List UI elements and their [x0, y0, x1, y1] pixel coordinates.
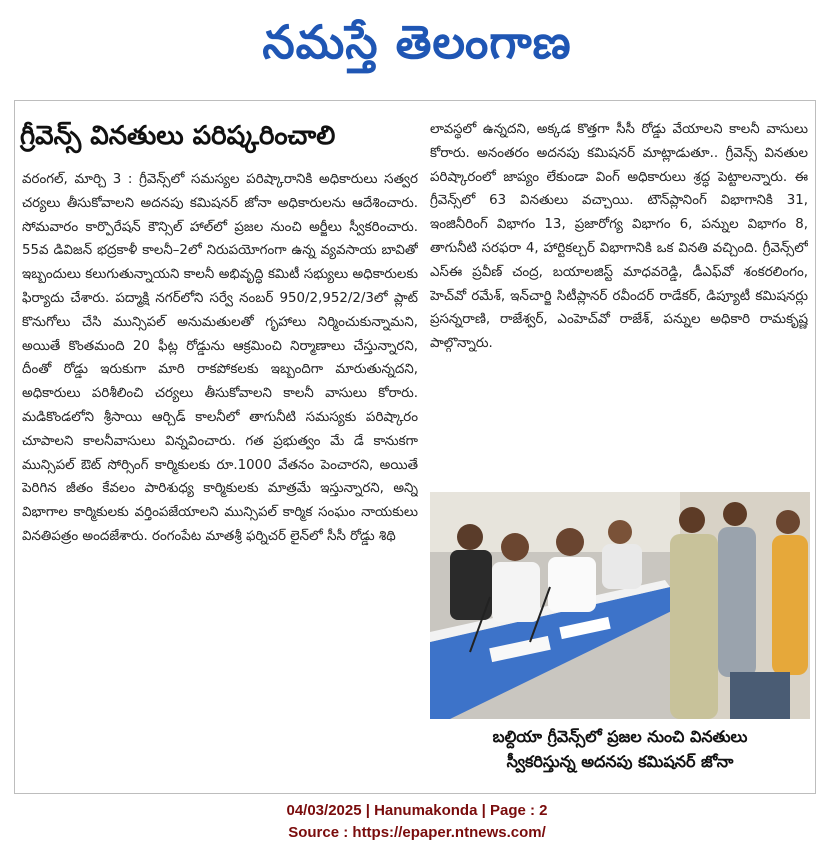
article-headline: గ్రీవెన్స్ వినతులు పరిష్కరించాలి [20, 121, 336, 151]
photo-caption-line: బల్దియా గ్రీవెన్స్‌లో ప్రజల నుంచి వినతులు [492, 727, 748, 746]
photo-caption [430, 724, 810, 774]
footer-source-link[interactable]: Source : https://epaper.ntnews.com/ [288, 824, 546, 841]
grievance-meeting-photo [430, 492, 810, 719]
footer-date-edition: 04/03/2025 | Hanumakonda | Page : 2 [286, 802, 548, 819]
article-paragraph: లావస్థలో ఉన్నదని, అక్కడ కొత్తగా సీసీ రోడ్డు వేయాలని కాలనీ వాసులు కోరారు. అనంతరం అదనపు కమిషనర్ మాట్లాడుతూ.. గ్రీవెన్స్ వినతుల పరిష్కారంలో జాప్యం లేకుండా వింగ్ అధికారులు శ్రద్ధ పెట్టాలన్నారు. ఈ గ్రీవెన్స్‌లో 63 వినతులు వచ్చాయి. టౌన్‌ప్లానింగ్ విభాగానికి 31, ఇంజినీరింగ్ విభాగం 13, ప్రజారోగ్య విభాగం 6, పన్నుల విభాగం 8, తాగునీటి సరఫరా 4, హార్టికల్చర్ విభాగానికి ఒక వినతి వచ్చింది. గ్రీవెన్స్‌లో ఎస్ఈ ప్రవీణ్ చంద్ర, బయాలజిస్ట్ మాధవరెడ్డి, డీఎఫ్‌వో శంకరలింగం, హెచ్‌వో రమేశ్, ఇన్‌చార్జి సిటీప్లానర్ రవీందర్ రాడేకర్, డిప్యూటీ కమిషనర్లు ప్రసన్నరాణి, రాజేశ్వర్, ఎంహెచ్‌వో రాజేశ్, పన్నుల అధికారి రామకృష్ణ పాల్గొన్నారు. [430, 122, 808, 352]
photo-caption-line: స్వీకరిస్తున్న అదనపు కమిషనర్ జోనా [506, 752, 734, 771]
article-column-left [22, 168, 418, 774]
article-paragraph: వరంగల్, మార్చి 3 : గ్రీవెన్స్‌లో సమస్యల పరిష్కారానికి అధికారులు సత్వర చర్యలు తీసుకోవాలని అదనపు కమిషనర్ జోనా అధికారులను ఆదేశించారు. సోమవారం కార్పొరేషన్ కౌన్సిల్ హాల్‌లో ప్రజల నుంచి అర్జీలు స్వీకరించారు. 55వ డివిజన్ భద్రకాళీ కాలనీ–2లో నిరుపయోగంగా ఉన్న వ్యవసాయ బావితో ఇబ్బందులు కలుగుతున్నాయని కాలనీ అభివృద్ధి కమిటీ సభ్యులు అధికారులకు ఫిర్యాదు చేశారు. పద్మాక్షి నగర్‌లోని సర్వే నంబర్ 950/2,952/2/3లో ప్లాట్ కొనుగోలు చేసి మున్సిపల్ అనుమతులతో గృహాలు నిర్మించుకున్నామని, అయితే కొంతమంది 20 ఫీట్ల రోడ్డును ఆక్రమించి నిర్మాణాలు చేస్తున్నారని, దీంతో రోడ్డు ఇరుకుగా మారి రాకపోకలకు ఇబ్బందిగా మారుతున్నదని, అధికారులు పరిశీలించి చర్యలు తీసుకోవాలని కాలనీ వాసులు కోరారు. మడికొండలోని శ్రీసాయి ఆర్చిడ్ కాలనీలో తాగునీటి సమస్యకు పరిష్కారం చూపాలని కాలనీవాసులు విన్నవించారు. గత ప్రభుత్వం మే డే కానుకగా మున్సిపల్ ఔట్ సోర్సింగ్ కార్మికులకు రూ.1000 వేతనం పెంచారని, అయితే పెరిగిన జీతం కేవలం పారిశుధ్య కార్మికులకు మాత్రమే ఇస్తున్నారని, అన్ని విభాగాల కార్మికులకు వర్తింపజేయాలని మున్సిపల్ కార్మిక సంఘం నాయకులు వినతిపత్రం అందజేశారు. రంగంపేట మాతశ్రీ ఫర్నిచర్ లైన్‌లో సీసీ రోడ్డు శిథి [22, 172, 418, 544]
article-photo [430, 492, 810, 719]
masthead-title: నమస్తే తెలంగాణ [262, 15, 572, 69]
article-column-right [430, 118, 808, 478]
newspaper-masthead [0, 8, 834, 76]
